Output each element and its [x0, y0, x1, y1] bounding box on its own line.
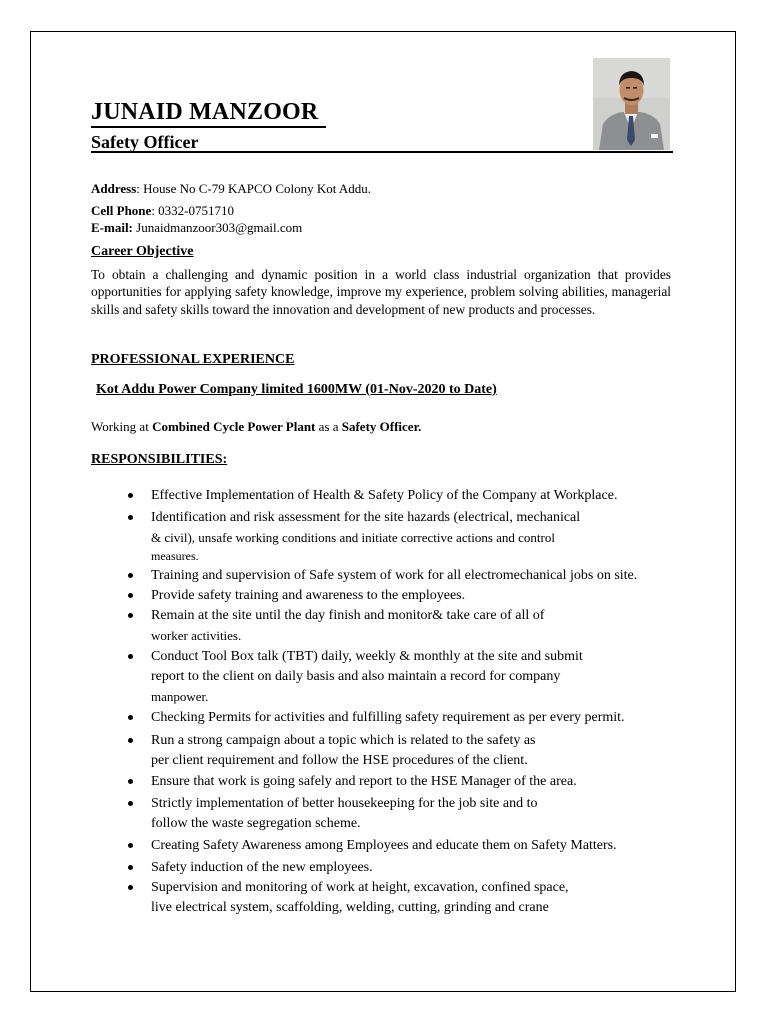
- job-title: Safety Officer: [91, 132, 199, 152]
- list-item: [128, 731, 688, 771]
- list-item-line: Creating Safety Awareness among Employees and educate them on Safety Matters.: [151, 838, 617, 853]
- list-item-line: Run a strong campaign about a topic which is related to the safety as: [151, 733, 536, 748]
- company-line: Kot Addu Power Company limited 1600MW (01-Nov-2020 to Date): [96, 382, 497, 397]
- professional-experience-heading: PROFESSIONAL EXPERIENCE: [91, 352, 295, 367]
- working-role: Safety Officer.: [341, 419, 422, 434]
- working-prefix: Working at: [91, 419, 153, 434]
- header-divider: [91, 151, 673, 153]
- list-item-line: Strictly implementation of better housekeeping for the job site and to: [151, 796, 538, 811]
- list-item: [128, 508, 688, 565]
- email-label: E-mail:: [91, 220, 133, 235]
- list-item: [128, 878, 688, 918]
- responsibilities-list: [128, 486, 688, 918]
- list-item: [128, 647, 688, 706]
- list-item: [128, 486, 688, 506]
- list-item-line: Safety induction of the new employees.: [151, 860, 373, 875]
- working-line: [91, 418, 421, 435]
- career-objective-heading: Career Objective: [91, 244, 194, 259]
- list-item-line: Ensure that work is going safely and report to the HSE Manager of the area.: [151, 774, 577, 789]
- list-item: [128, 794, 688, 834]
- list-item-line: Training and supervision of Safe system of work for all electromechanical jobs on site.: [151, 568, 638, 583]
- list-item-line: Identification and risk assessment for the site hazards (electrical, mechanical: [151, 510, 581, 525]
- list-item-line: live electrical system, scaffolding, welding, cutting, grinding and crane: [151, 900, 549, 915]
- list-item: [128, 708, 688, 728]
- list-item-line: Supervision and monitoring of work at height, excavation, confined space,: [151, 880, 569, 895]
- working-mid: as a: [315, 419, 342, 434]
- list-item-line: & civil), unsafe working conditions and initiate corrective actions and control: [151, 530, 555, 545]
- address-label: Address: [91, 181, 137, 196]
- list-item-line: per client requirement and follow the HSE procedures of the client.: [151, 753, 528, 768]
- address-line: [91, 181, 371, 197]
- list-item-line: Conduct Tool Box talk (TBT) daily, weekly & monthly at the site and submit: [151, 649, 583, 664]
- list-item: [128, 772, 688, 792]
- working-plant: Combined Cycle Power Plant: [152, 419, 316, 434]
- list-item: [128, 606, 688, 645]
- phone-value: : 0332-0751710: [151, 203, 235, 218]
- email-line: [91, 220, 302, 236]
- candidate-name: JUNAID MANZOOR: [91, 98, 326, 128]
- list-item-line: follow the waste segregation scheme.: [151, 816, 361, 831]
- list-item: [128, 836, 688, 856]
- responsibilities-heading: RESPONSIBILITIES:: [91, 452, 228, 467]
- list-item: [128, 586, 688, 606]
- list-item-line: report to the client on daily basis and also maintain a record for company: [151, 669, 561, 684]
- phone-label: Cell Phone: [91, 203, 152, 218]
- list-item: [128, 858, 688, 878]
- profile-photo-illustration: [593, 58, 670, 150]
- list-item-line: measures.: [151, 549, 199, 563]
- list-item-line: Provide safety training and awareness to the employees.: [151, 588, 466, 603]
- list-item-line: manpower.: [151, 689, 209, 704]
- phone-line: [91, 203, 234, 219]
- list-item-line: Remain at the site until the day finish and monitor& take care of all of: [151, 608, 545, 623]
- list-item-line: Checking Permits for activities and fulfilling safety requirement as per every permit.: [151, 710, 625, 725]
- profile-photo: [593, 58, 670, 150]
- list-item-line: worker activities.: [151, 628, 242, 643]
- email-value: Junaidmanzoor303@gmail.com: [132, 220, 303, 235]
- career-objective-text: To obtain a challenging and dynamic position in a world class industrial organization that provides opportunities for applying safety knowledge, improve my experience, problem solving abilities, managerial skills and safety skills toward the innovation and development of new products and processes.: [91, 267, 671, 317]
- address-value: : House No C-79 KAPCO Colony Kot Addu.: [136, 181, 372, 196]
- list-item: [128, 566, 688, 586]
- list-item-line: Effective Implementation of Health & Safety Policy of the Company at Workplace.: [151, 488, 618, 503]
